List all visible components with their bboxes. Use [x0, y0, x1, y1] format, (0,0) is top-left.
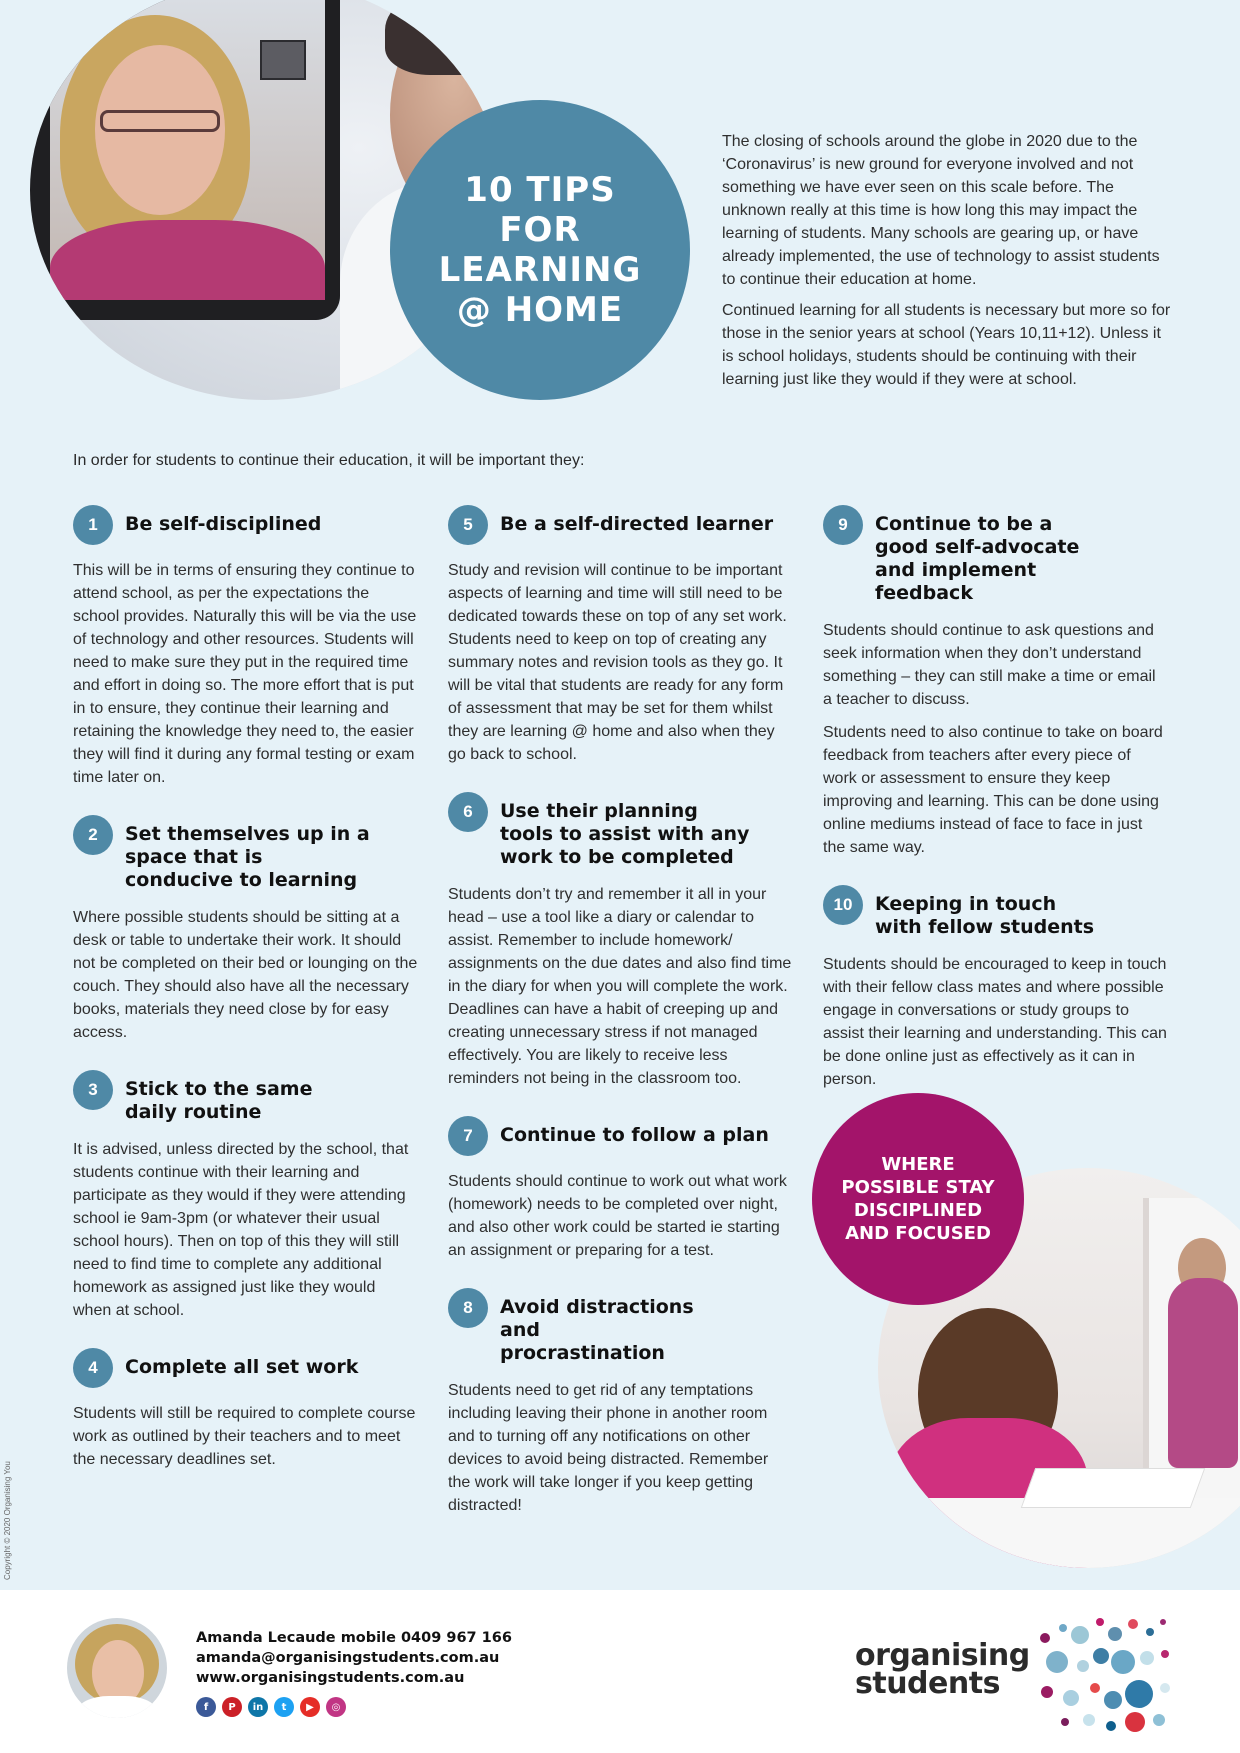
- tip-5: [448, 505, 793, 766]
- tip-title: Set themselves up in a space that is conducive to learning: [125, 823, 370, 891]
- footer: [0, 1590, 1240, 1753]
- tip-number-badge: 7: [448, 1116, 488, 1156]
- tip-body: Students should be encouraged to keep in touch with their fellow class mates and where possible engage in conversations or study groups to assist their learning and understanding. This can be done online just as effectively as it can in person.: [823, 956, 1167, 1088]
- tip-title: Avoid distractions and procrastination: [500, 1296, 694, 1364]
- tip-9: [823, 505, 1168, 859]
- website-link[interactable]: www.organisingstudents.com.au: [196, 1670, 465, 1686]
- title-circle: [390, 100, 690, 400]
- tip-title: Stick to the same daily routine: [125, 1078, 313, 1123]
- tip-body: Students will still be required to complete course work as outlined by their teachers and to meet the necessary deadlines set.: [73, 1405, 416, 1468]
- tip-body: Students need to get rid of any temptations including leaving their phone in another room and to turning off any notifications on other devices to avoid being distracted. Remember the work will take longer if you keep getting distracted!: [448, 1382, 769, 1514]
- twitter-icon[interactable]: t: [274, 1697, 294, 1717]
- callout-text: WHERE POSSIBLE STAY DISCIPLINED AND FOCUSED: [841, 1154, 995, 1244]
- tips-column-2: [448, 505, 793, 1543]
- tip-title: Be self-disciplined: [125, 513, 322, 535]
- tip-number-badge: 5: [448, 505, 488, 545]
- avatar: [67, 1618, 167, 1718]
- tip-number-badge: 2: [73, 815, 113, 855]
- tip-number-badge: 1: [73, 505, 113, 545]
- tip-8: [448, 1288, 793, 1517]
- tip-6: [448, 792, 793, 1090]
- tip-title: Use their planning tools to assist with any work to be completed: [500, 800, 750, 868]
- tip-number-badge: 9: [823, 505, 863, 545]
- tip-1: [73, 505, 418, 789]
- facebook-icon[interactable]: f: [196, 1697, 216, 1717]
- lead-sentence: In order for students to continue their education, it will be important they:: [73, 452, 585, 469]
- brand-dots-logo-icon: [1035, 1610, 1175, 1735]
- tip-title: Be a self-directed learner: [500, 513, 774, 535]
- tip-3: [73, 1070, 418, 1322]
- tip-10: [823, 885, 1168, 1091]
- tip-title: Complete all set work: [125, 1356, 359, 1378]
- tip-title: Continue to be a good self-advocate and implement feedback: [875, 513, 1080, 604]
- tip-2: [73, 815, 418, 1044]
- contact-details: [196, 1628, 512, 1688]
- tip-number-badge: 6: [448, 792, 488, 832]
- instagram-icon[interactable]: ◎: [326, 1697, 346, 1717]
- tip-number-badge: 8: [448, 1288, 488, 1328]
- tip-number-badge: 3: [73, 1070, 113, 1110]
- tips-column-3: [823, 505, 1168, 1117]
- tip-body: Where possible students should be sitting at a desk or table to undertake their work. It should not be completed on their bed or lounging on the couch. They should also have all the necessary books, materials they need close by for easy access.: [73, 909, 418, 1041]
- tip-number-badge: 4: [73, 1348, 113, 1388]
- tip-body: Students need to also continue to take on board feedback from teachers after every piece of work or assessment to ensure they keep improving and learning. This can be done using online mediums instead of face to face in just the same way.: [823, 724, 1163, 856]
- intro-text: [722, 130, 1172, 391]
- youtube-icon[interactable]: ▶: [300, 1697, 320, 1717]
- page-title: 10 TIPS FOR LEARNING @ HOME: [438, 170, 642, 330]
- tip-body: This will be in terms of ensuring they continue to attend school, as per the expectations the school provides. Naturally this will be via the use of technology and other resources. Students will need to make sure they put in the required time and effort in doing so. The more effort that is put in to ensure, they continue their learning and retaining the knowledge they need to, the easier they will find it during any formal testing or exam time later on.: [73, 562, 417, 786]
- tip-4: [73, 1348, 418, 1471]
- tip-body: Students should continue to work out what work (homework) needs to be completed over night, and also other work could be started ie starting an assignment or preparing for a test.: [448, 1173, 787, 1259]
- tip-7: [448, 1116, 793, 1262]
- pinterest-icon[interactable]: P: [222, 1697, 242, 1717]
- intro-paragraph: The closing of schools around the globe in 2020 due to the ‘Coronavirus’ is new ground for everyone involved and not something we have ever seen on this scale before. The unknown really at this time is how long this may impact the learning of students. Many schools are gearing up, or have already implemented, the use of technology to assist students to continue their education at home.: [722, 133, 1160, 288]
- copyright-notice: Copyright © 2020 Organising You: [3, 1461, 12, 1580]
- contact-name-phone: Amanda Lecaude mobile 0409 967 166: [196, 1630, 512, 1646]
- intro-paragraph: Continued learning for all students is necessary but more so for those in the senior years at school (Years 10,11+12). Unless it is school holidays, students should be continuing with their learning just like they would if they were at school.: [722, 302, 1171, 388]
- callout-circle: [812, 1093, 1024, 1305]
- linkedin-icon[interactable]: in: [248, 1697, 268, 1717]
- tip-number-badge: 10: [823, 885, 863, 925]
- tip-body: Students should continue to ask questions and seek information when they don’t understand something – they can still make a time or email a teacher to discuss.: [823, 622, 1156, 708]
- tips-column-1: [73, 505, 418, 1497]
- tip-title: Keeping in touch with fellow students: [875, 893, 1095, 938]
- tip-title: Continue to follow a plan: [500, 1124, 769, 1146]
- tablet-icon: [30, 0, 340, 320]
- tip-body: Study and revision will continue to be important aspects of learning and time will still need to be dedicated towards these on top of any set work. Students need to keep on top of creating any summary notes and revision tools as they go. It will be vital that students are ready for any form of assessment that may be set for them whilst they are learning @ home and also when they go back to school.: [448, 562, 787, 763]
- brand-logo-text: organising students: [855, 1638, 1030, 1701]
- contact-email-link[interactable]: amanda@organisingstudents.com.au: [196, 1650, 500, 1666]
- tip-body: It is advised, unless directed by the school, that students continue with their learning and participate as they would if they were attending school ie 9am-3pm (or whatever their usual school hours). Then on top of this they will still need to find time to complete any additional homework as assigned just like they would when at school.: [73, 1141, 409, 1319]
- tip-body: Students don’t try and remember it all in your head – use a tool like a diary or calendar to assist. Remember to include homework/ assignments on the due dates and also find time in the diary for when you will complete the work. Deadlines can have a habit of creeping up and creating unnecessary stress if not managed effectively. You are likely to receive less reminders not being in the classroom too.: [448, 886, 792, 1087]
- social-icons: [196, 1697, 346, 1717]
